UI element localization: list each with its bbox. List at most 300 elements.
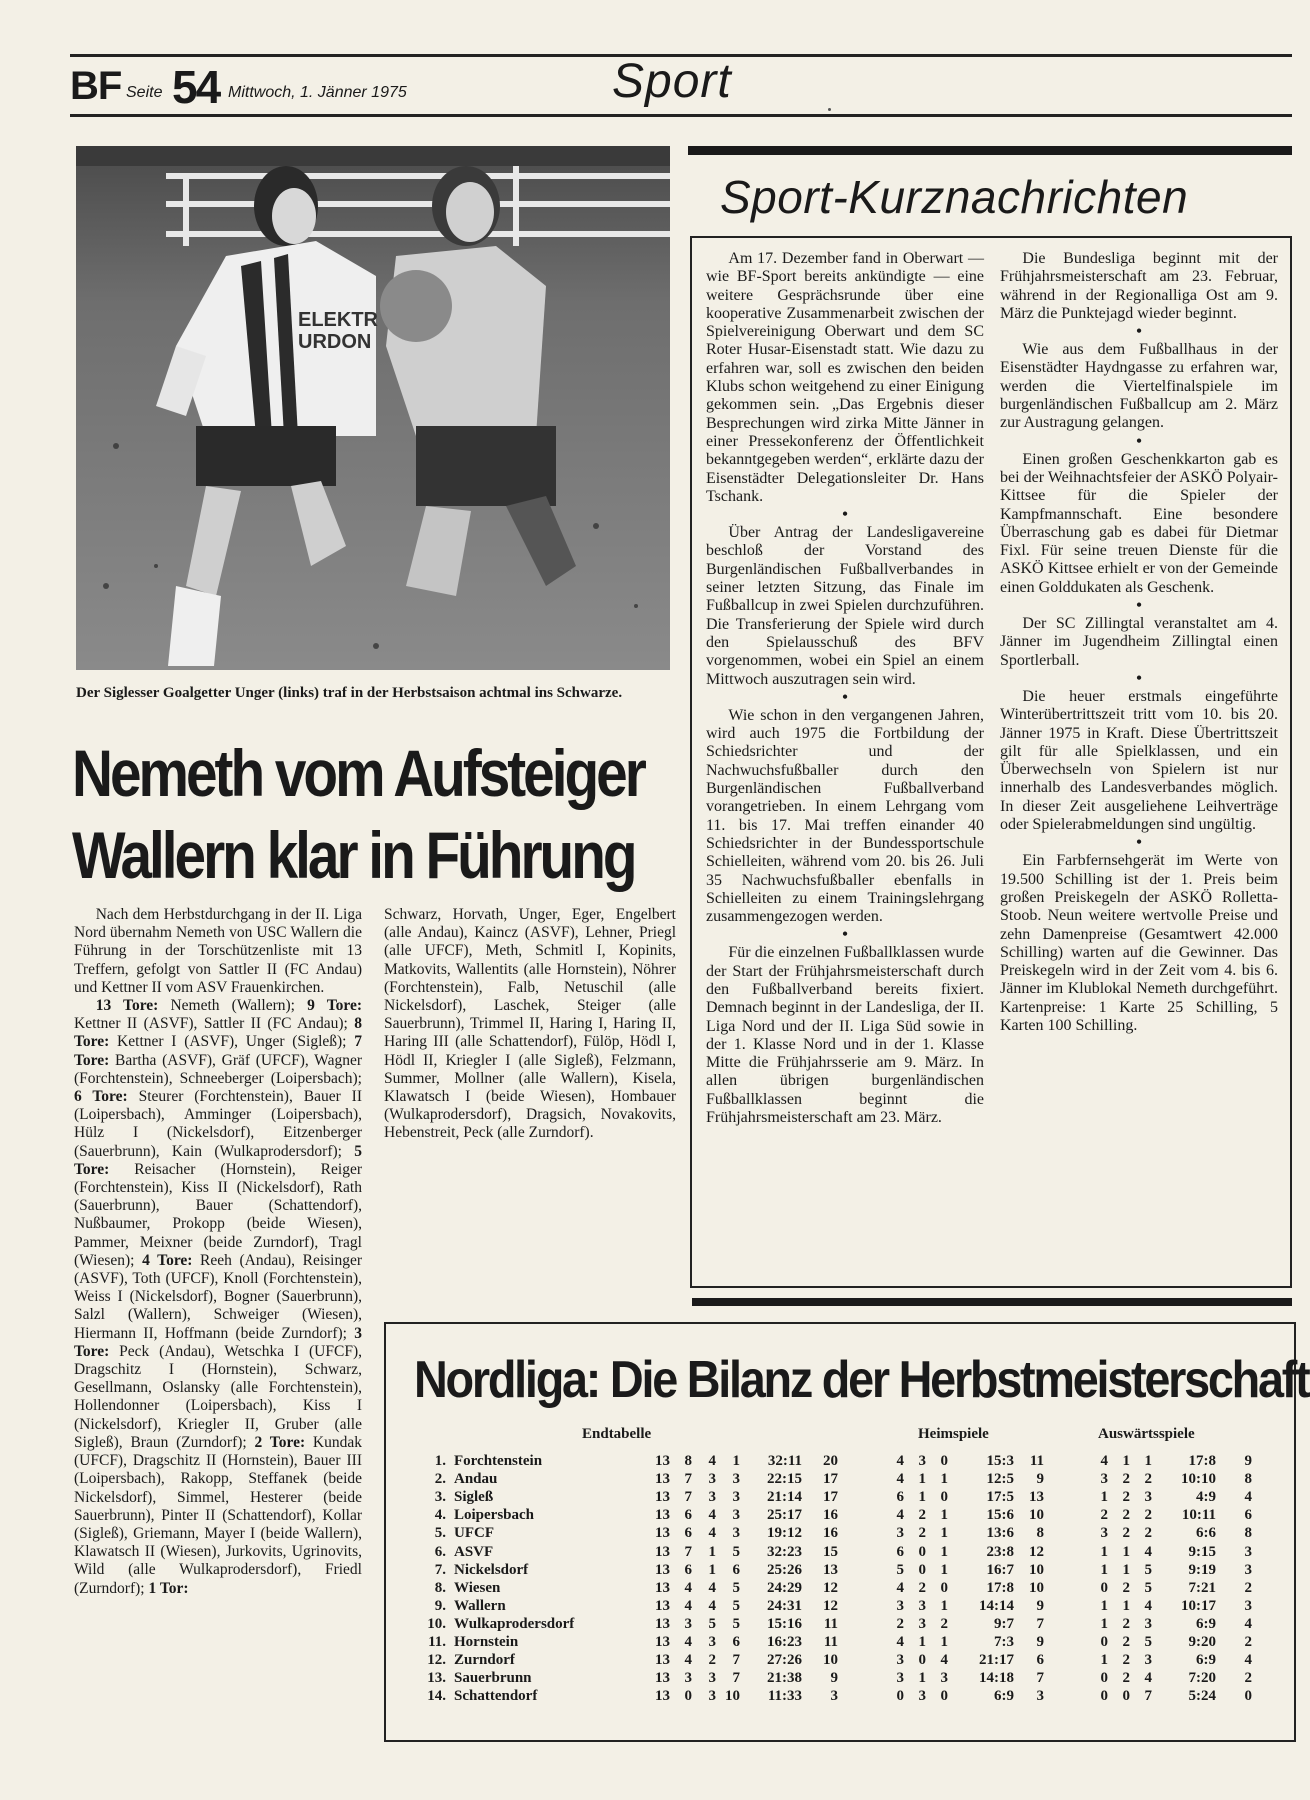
cell-hp: 13: [1029, 1489, 1044, 1506]
cell-pkt: 16: [823, 1507, 838, 1524]
cell-as: 0: [1100, 1579, 1108, 1596]
standings-title: Nordliga: Die Bilanz der Herbstmeisterschaft: [414, 1351, 1309, 1409]
standings-row: [420, 1470, 1270, 1488]
cell-pkt: 16: [823, 1525, 838, 1542]
kurznachrichten-bottom-bar: [692, 1298, 1292, 1306]
news-separator: •: [842, 926, 848, 944]
cell-pkt: 15: [823, 1543, 838, 1560]
cell-au: 1: [1122, 1453, 1130, 1469]
standings-row: [420, 1506, 1270, 1524]
cell-as: 1: [1100, 1561, 1108, 1578]
cell-at: 6:9: [1196, 1615, 1216, 1632]
cell-tore: 16:23: [767, 1634, 802, 1650]
news-separator: •: [1136, 432, 1142, 450]
scorers-3: Peck (Andau), Wetschka I (UFCF), Dragschitz I (Hornstein), Schwarz, Gesellmann, Oslansky (alle Forchtenstein), Hollendonner (Loipersbach), Kiss I (Nickelsdorf), Kriegler II, Gruber (alle Sigleß), Braun (Zurndorf);: [74, 1342, 362, 1451]
cell-pkt: 10: [823, 1652, 838, 1669]
scorers-6-label: 6 Tore:: [74, 1088, 128, 1106]
cell-at: 17:8: [1188, 1453, 1216, 1469]
scorers-list-continued: [384, 906, 676, 1143]
cell-n: 6: [732, 1561, 740, 1578]
cell-an: 2: [1144, 1525, 1152, 1542]
cell-hs: 6: [896, 1543, 904, 1560]
cell-hu: 0: [918, 1543, 926, 1560]
headline: [72, 732, 644, 896]
news-separator: •: [1136, 669, 1142, 687]
cell-hu: 0: [918, 1561, 926, 1578]
cell-sp: 13: [655, 1489, 670, 1506]
header-dot: [828, 108, 831, 111]
cell-au: 2: [1122, 1489, 1130, 1506]
cell-ht: 9:7: [994, 1615, 1014, 1632]
cell-hu: 2: [918, 1579, 926, 1596]
standings-row: [420, 1543, 1270, 1561]
scorers-4: Reeh (Andau), Reisinger (ASVF), Toth (UFCF), Knoll (Forchtenstein), Weiss I (Nickelsdorf), Bogner (Sauerbrunn), Salzl (Wallern), Schweiger (Wiesen), Hiermann II, Hoffmann (beide Zurndorf);: [74, 1251, 363, 1342]
cell-at: 6:9: [1196, 1652, 1216, 1669]
news-separator: •: [842, 688, 848, 706]
cell-hp: 11: [1029, 1453, 1044, 1469]
cell-ap: 3: [1244, 1597, 1252, 1614]
scorers-13-label: 13 Tore:: [95, 997, 159, 1015]
cell-hu: 0: [918, 1652, 926, 1669]
kurznachrichten-column-1: [706, 250, 984, 1127]
cell-ht: 15:3: [986, 1453, 1014, 1469]
news-preiskegeln: [1000, 852, 1278, 1035]
cell-pkt: 11: [823, 1634, 838, 1650]
cell-tore: 25:26: [767, 1561, 802, 1578]
news-cup-finale: Über Antrag der Landesligavereine beschloß der Vorstand des Burgenländischen Fußballverbandes in seiner letzten Sitzung, das Finale im Fußballcup in zwei Spielen durchzuführen. Die Transferierung der Spiele wird durch den Spielausschuß des BFV vorgenommen, wobei ein Spiel an einem Mittwoch auszutragen sein wird.: [706, 524, 984, 688]
scorers-list: [74, 997, 362, 1598]
standings-row: [420, 1579, 1270, 1597]
cell-u: 3: [708, 1634, 716, 1650]
cell-hn: 1: [940, 1471, 948, 1488]
cell-hp: 10: [1029, 1507, 1044, 1524]
cell-au: 2: [1122, 1525, 1130, 1542]
cell-pos: 4.: [434, 1507, 446, 1524]
cell-u: 4: [708, 1507, 716, 1524]
scorers-5: Reisacher (Hornstein), Reiger (Forchtenstein), Kiss II (Nickelsdorf), Rath (Sauerbrunn), Bauer (Schattendorf), Nußbaumer, Prokopp (beide Wiesen), Pammer, Meixner (beide Zurndorf), Tragl (Wiesen);: [74, 1160, 362, 1269]
jersey-text-2: URDON: [298, 331, 372, 353]
cell-hn: 0: [940, 1688, 948, 1705]
cell-tore: 24:29: [767, 1579, 802, 1596]
cell-ap: 8: [1244, 1525, 1252, 1542]
cell-team: Zurndorf: [454, 1652, 515, 1669]
cell-hn: 1: [940, 1525, 948, 1542]
cell-hp: 12: [1029, 1543, 1044, 1560]
cell-u: 3: [708, 1471, 716, 1488]
standings-row: [420, 1669, 1270, 1687]
cell-at: 9:20: [1188, 1634, 1216, 1650]
cell-ht: 12:5: [986, 1471, 1014, 1488]
cell-tore: 32:23: [767, 1543, 802, 1560]
cell-hp: 8: [1036, 1525, 1044, 1542]
cell-tore: 19:12: [767, 1525, 802, 1542]
cell-sp: 13: [655, 1634, 670, 1650]
cell-ht: 15:6: [986, 1507, 1014, 1524]
cell-at: 7:20: [1188, 1670, 1216, 1687]
scorers-9-label: 9 Tore:: [307, 997, 362, 1015]
scorers-1: Schwarz, Horvath, Unger, Eger, Engelbert (alle Andau), Kaincz (ASVF), Lehner, Priegl (alle UFCF), Meth, Schmitl I, Kopinits, Matkovits, Wallentits (alle Hornstein), Nöhrer (Forchtenstein), Falb, Netuschil (alle Nickelsdorf), Laschek, Steiger (alle Sauerbrunn), Trimmel II, Haring I, Haring II, Haring III (alle Schattendorf), Fülöp, Hödl I, Hödl II, Kriegler I (alle Sigleß), Felzmann, Summer, Mollner (alle Wallern), Kisela, Klawatsch I (beide Wiesen), Hombauer (Wulkaprodersdorf), Dragsich, Novakovits, Hebenstreit, Peck (alle Zurndorf).: [384, 906, 676, 1142]
cell-team: Sauerbrunn: [454, 1670, 532, 1687]
cell-as: 1: [1100, 1543, 1108, 1560]
cell-hu: 1: [918, 1471, 926, 1488]
cell-at: 10:10: [1181, 1471, 1216, 1488]
cell-hu: 1: [918, 1670, 926, 1687]
cell-an: 3: [1144, 1652, 1152, 1669]
cell-ht: 16:7: [986, 1561, 1014, 1578]
cell-hn: 4: [940, 1652, 948, 1669]
news-viertelfinale: Wie aus dem Fußballhaus in der Eisenstädter Haydngasse zu erfahren war, werden die Viertelfinalspiele im burgenländischen Fußballcup am 2. März zur Austragung gelangen.: [1000, 341, 1278, 432]
cell-pos: 3.: [434, 1489, 446, 1506]
cell-pos: 8.: [434, 1579, 446, 1596]
cell-au: 1: [1122, 1543, 1130, 1560]
kurznachrichten-column-2: [1000, 250, 1278, 1035]
cell-pos: 9.: [434, 1597, 446, 1614]
cell-hs: 6: [896, 1489, 904, 1506]
cell-s: 4: [684, 1652, 692, 1669]
cell-ht: 17:8: [986, 1579, 1014, 1596]
cell-hn: 0: [940, 1453, 948, 1469]
cell-tore: 27:26: [767, 1652, 802, 1669]
cell-ap: 2: [1244, 1579, 1252, 1596]
cell-n: 3: [732, 1507, 740, 1524]
cell-s: 6: [684, 1561, 692, 1578]
news-preiskegeln-text: Ein Farbfernsehgerät im Werte von 19.500 Schilling ist der 1. Preis beim großen Preiskegeln der ASKÖ Rolletta-Stoob. Neun weitere wertvolle Preise und zehn Damenpreise (Gesamtwert 42.000 Schilling) warten auf die Gewinner. Das Preiskegeln wird in der Zeit vom 4. bis 6. Jänner im Klublokal Nemeth durchgeführt.: [1000, 852, 1278, 998]
cell-s: 3: [684, 1615, 692, 1632]
cell-ht: 14:14: [979, 1597, 1014, 1614]
cell-at: 9:19: [1188, 1561, 1216, 1578]
cell-hs: 4: [896, 1579, 904, 1596]
headline-line-1: Nemeth vom Aufsteiger: [72, 736, 644, 810]
cell-sp: 13: [655, 1615, 670, 1632]
cell-sp: 13: [655, 1453, 670, 1469]
cell-u: 3: [708, 1670, 716, 1687]
cell-ap: 4: [1244, 1615, 1252, 1632]
cell-an: 3: [1144, 1489, 1152, 1506]
cell-at: 6:6: [1196, 1525, 1216, 1542]
cell-pkt: 20: [823, 1453, 838, 1469]
news-separator: •: [842, 506, 848, 524]
scorers-8: Kettner I (ASVF), Unger (Sigleß);: [109, 1033, 347, 1051]
cell-team: Wiesen: [454, 1579, 501, 1596]
cell-hn: 0: [940, 1579, 948, 1596]
cell-hp: 9: [1036, 1471, 1044, 1488]
cell-as: 0: [1100, 1688, 1108, 1705]
scorers-7: Bartha (ASVF), Gräf (UFCF), Wagner (Forchtenstein), Schneeberger (Loipersbach);: [74, 1051, 362, 1087]
kurznachrichten-bar: [688, 146, 1292, 155]
header-heimspiele: Heimspiele: [918, 1426, 989, 1442]
cell-hp: 7: [1036, 1670, 1044, 1687]
cell-tore: 24:31: [767, 1597, 802, 1614]
cell-hs: 4: [896, 1453, 904, 1469]
cell-at: 4:9: [1196, 1489, 1216, 1506]
cell-au: 2: [1122, 1471, 1130, 1488]
cell-u: 3: [708, 1489, 716, 1506]
cell-au: 1: [1122, 1561, 1130, 1578]
page-label: Seite: [126, 84, 163, 101]
standings-row: [420, 1524, 1270, 1542]
cell-tore: 21:14: [767, 1489, 802, 1506]
cell-an: 4: [1144, 1543, 1152, 1560]
cell-pos: 14.: [427, 1688, 446, 1705]
cell-s: 3: [684, 1670, 692, 1687]
scorers-13: Nemeth (Wallern);: [158, 997, 295, 1015]
kurznachrichten-title: Sport-Kurznachrichten: [720, 171, 1189, 223]
cell-hp: 7: [1036, 1615, 1044, 1632]
scorers-3-label: 3 Tore:: [74, 1324, 363, 1360]
cell-at: 10:11: [1181, 1507, 1216, 1524]
cell-hu: 3: [918, 1615, 926, 1632]
news-kittsee: Einen großen Geschenkkarton gab es bei der Weihnachtsfeier der ASKÖ Polyair-Kittsee für die Spieler der Kampfmannschaft. Eine besondere Überraschung gab es dabei für Dietmar Fixl. Für seine treuen Dienste für die ASKÖ Kittsee erhielt er von der Gemeinde einen Golddukaten als Geschenk.: [1000, 450, 1278, 596]
standings-row: [420, 1633, 1270, 1651]
cell-ap: 9: [1244, 1453, 1252, 1469]
cell-n: 6: [732, 1634, 740, 1650]
cell-au: 2: [1122, 1634, 1130, 1650]
cell-hn: 1: [940, 1561, 948, 1578]
cell-s: 6: [684, 1525, 692, 1542]
cell-hs: 0: [896, 1688, 904, 1705]
cell-team: Nickelsdorf: [454, 1561, 529, 1578]
cell-pkt: 11: [823, 1615, 838, 1632]
cell-ap: 2: [1244, 1634, 1252, 1650]
cell-an: 2: [1144, 1507, 1152, 1524]
page-number: 54: [172, 61, 220, 113]
cell-sp: 13: [655, 1652, 670, 1669]
scorers-2: Kundak (UFCF), Dragschitz II (Hornstein), Bauer III (Loipersbach), Rakopp, Steffanek (beide Nickelsdorf), Simmel, Hesterer (beide Sauerbrunn), Pinter II (Schattendorf), Kollar (Sigleß), Griemann, Mayer I (beide Wallern), Klawatsch II (Wiesen), Jurkovits, Ugrinovits, Wild (alle Wulkaprodersdorf), Friedl (Zurndorf);: [74, 1433, 363, 1597]
standings-row: [420, 1488, 1270, 1506]
cell-au: 2: [1122, 1507, 1130, 1524]
cell-n: 5: [732, 1543, 740, 1560]
cell-pkt: 13: [823, 1561, 838, 1578]
cell-an: 5: [1144, 1561, 1152, 1578]
cell-s: 7: [684, 1471, 692, 1488]
cell-hp: 9: [1036, 1634, 1044, 1650]
cell-hs: 4: [896, 1507, 904, 1524]
cell-an: 3: [1144, 1615, 1152, 1632]
news-fortbildung: Wie schon in den vergangenen Jahren, wird auch 1975 die Fortbildung der Schiedsrichter und der Nachwuchsfußballer durch den Burgenländischen Fußballverband vorangetrieben. In einem Lehrgang vom 11. bis 17. Mai treffen einander 40 Schiedsrichter in der Bundessportschule Schielleiten, während vom 20. bis 26. Juli 35 Nachwuchsfußballer ebenfalls in Schielleiten zu einem Trainingslehrgang zusammengezogen werden.: [706, 706, 984, 926]
cell-ap: 0: [1244, 1688, 1252, 1705]
cell-ht: 13:6: [986, 1525, 1014, 1542]
cell-pos: 6.: [434, 1543, 446, 1560]
cell-at: 9:15: [1188, 1543, 1216, 1560]
cell-pos: 12.: [427, 1652, 446, 1669]
cell-hu: 1: [918, 1489, 926, 1506]
cell-hs: 3: [896, 1652, 904, 1669]
cell-as: 1: [1100, 1615, 1108, 1632]
news-bundesliga: Die Bundesliga beginnt mit der Frühjahrsmeisterschaft am 23. Februar, während in der Regionalliga Ost am 9. März die Punktejagd wieder beginnt.: [1000, 250, 1278, 322]
standings-row: [420, 1597, 1270, 1615]
cell-sp: 13: [655, 1688, 670, 1705]
header-endtabelle: Endtabelle: [582, 1426, 652, 1442]
cell-team: Wallern: [454, 1597, 506, 1614]
cell-an: 7: [1144, 1688, 1152, 1705]
cell-au: 2: [1122, 1615, 1130, 1632]
cell-ht: 17:5: [986, 1489, 1014, 1506]
news-kartenpreise: Kartenpreise: 1 Karte 25 Schilling, 5 Karten 100 Schilling.: [1000, 998, 1278, 1034]
cell-an: 2: [1144, 1471, 1152, 1488]
news-oberwart: Am 17. Dezember fand in Oberwart — wie BF-Sport bereits ankündigte — eine weitere Gesprächsrunde über eine kooperative Zusammenarbeit zwischen der Spielvereinigung Oberwart und dem SC Roter Husar-Eisenstadt statt. Wie dazu zu erfahren war, soll es zwischen den beiden Klubs schon weitgehend zu einer Einigung gekommen sein. „Das Ergebnis dieser Besprechungen wird zirka Mitte Jänner in einer Pressekonferenz der Öffentlichkeit bekanntgegeben werden“, erklärte dazu der Eisenstädter Delegationsleiter Dr. Hans Tschank.: [706, 250, 984, 505]
cell-ht: 21:17: [979, 1652, 1014, 1669]
cell-sp: 13: [655, 1561, 670, 1578]
scorers-9: Kettner II (ASVF), Sattler II (FC Andau);: [74, 1015, 348, 1033]
news-fruehjahr: Für die einzelnen Fußballklassen wurde der Start der Frühjahrsmeisterschaft durch den Fußballverband bereits fixiert. Demnach beginnt in der Landesliga, der II. Liga Nord und der II. Liga Süd sowie in der 1. Klasse Nord und in der 1. Klasse Mitte die Frühjahrsserie am 9. März. In allen übrigen burgenländischen Fußballklassen beginnt die Frühjahrsmeisterschaft am 23. März.: [706, 944, 984, 1127]
cell-team: Loipersbach: [454, 1507, 535, 1524]
cell-hs: 3: [896, 1525, 904, 1542]
cell-hn: 1: [940, 1597, 948, 1614]
cell-sp: 13: [655, 1579, 670, 1596]
cell-au: 0: [1122, 1688, 1130, 1705]
cell-hs: 4: [896, 1471, 904, 1488]
cell-sp: 13: [655, 1525, 670, 1542]
article-column-2: [384, 906, 676, 1143]
cell-au: 2: [1122, 1652, 1130, 1669]
cell-an: 5: [1144, 1579, 1152, 1596]
cell-n: 5: [732, 1579, 740, 1596]
cell-u: 4: [708, 1579, 716, 1596]
cell-n: 7: [732, 1670, 740, 1687]
cell-ht: 23:8: [986, 1543, 1014, 1560]
cell-hp: 10: [1029, 1561, 1044, 1578]
cell-pos: 5.: [434, 1525, 446, 1542]
cell-u: 2: [708, 1652, 716, 1669]
cell-u: 4: [708, 1525, 716, 1542]
match-photo: [76, 146, 670, 670]
cell-tore: 11:33: [767, 1688, 802, 1705]
cell-as: 0: [1100, 1634, 1108, 1650]
cell-au: 1: [1122, 1597, 1130, 1614]
cell-an: 1: [1144, 1453, 1152, 1469]
standings-row: [420, 1561, 1270, 1579]
cell-n: 5: [732, 1615, 740, 1632]
news-zillingtal: Der SC Zillingtal veranstaltet am 4. Jänner im Jugendheim Zillingtal einen Sportlerball.: [1000, 615, 1278, 669]
cell-as: 4: [1100, 1453, 1108, 1469]
cell-tore: 15:16: [767, 1615, 802, 1632]
cell-u: 1: [708, 1543, 716, 1560]
cell-hs: 3: [896, 1597, 904, 1614]
cell-pos: 13.: [427, 1670, 446, 1687]
cell-n: 7: [732, 1652, 740, 1669]
cell-n: 5: [732, 1597, 740, 1614]
cell-hs: 5: [896, 1561, 904, 1578]
cell-team: UFCF: [454, 1525, 494, 1542]
cell-hn: 3: [940, 1670, 948, 1687]
cell-ht: 6:9: [994, 1688, 1014, 1705]
cell-hu: 3: [918, 1453, 926, 1469]
cell-s: 8: [684, 1453, 692, 1469]
cell-s: 4: [684, 1579, 692, 1596]
cell-pos: 10.: [427, 1615, 446, 1632]
cell-at: 7:21: [1188, 1579, 1216, 1596]
cell-pos: 7.: [434, 1561, 446, 1578]
photo-caption: Der Siglesser Goalgetter Unger (links) traf in der Herbstsaison achtmal ins Schwarze.: [76, 685, 623, 701]
cell-as: 2: [1100, 1507, 1108, 1524]
cell-ap: 3: [1244, 1543, 1252, 1560]
cell-as: 1: [1100, 1652, 1108, 1669]
cell-n: 3: [732, 1489, 740, 1506]
cell-pos: 2.: [434, 1471, 446, 1488]
cell-sp: 13: [655, 1670, 670, 1687]
cell-s: 4: [684, 1597, 692, 1614]
article-intro: Nach dem Herbstdurchgang in der II. Liga Nord übernahm Nemeth von USC Wallern die Führung in der Torschützenliste mit 13 Treffern, gefolgt von Sattler II (FC Andau) und Kettner II vom ASV Frauenkirchen.: [74, 906, 362, 996]
cell-team: ASVF: [454, 1543, 494, 1560]
cell-hs: 3: [896, 1670, 904, 1687]
newspaper-brand: BF: [70, 64, 122, 108]
cell-pkt: 17: [823, 1471, 838, 1488]
cell-hs: 2: [896, 1615, 904, 1632]
cell-pkt: 17: [823, 1489, 838, 1506]
cell-as: 1: [1100, 1597, 1108, 1614]
cell-u: 3: [708, 1688, 716, 1705]
cell-pos: 1.: [434, 1453, 446, 1469]
cell-pkt: 9: [830, 1670, 838, 1687]
cell-u: 5: [708, 1615, 716, 1632]
cell-as: 3: [1100, 1471, 1108, 1488]
cell-s: 4: [684, 1634, 692, 1650]
cell-au: 2: [1122, 1579, 1130, 1596]
cell-team: Wulkaprodersdorf: [454, 1615, 575, 1632]
cell-s: 0: [684, 1688, 692, 1705]
cell-at: 5:24: [1188, 1688, 1216, 1705]
scorers-2-label: 2 Tore:: [254, 1433, 306, 1451]
cell-hn: 2: [940, 1615, 948, 1632]
cell-team: Schattendorf: [454, 1688, 538, 1705]
cell-sp: 13: [655, 1471, 670, 1488]
news-uebertritt: Die heuer erstmals eingeführte Winterübertrittszeit tritt vom 10. bis 20. Jänner 1975 in Kraft. Diese Übertrittszeit gilt für alle Spielklassen, und ein Überwechseln von Spielern ist nur innerhalb des Landesverbandes möglich. In dieser Zeit ausgeliehene Leihverträge oder Spielerabmeldungen sind ungültig.: [1000, 687, 1278, 834]
cell-as: 0: [1100, 1670, 1108, 1687]
headline-line-2: Wallern klar in Führung: [72, 818, 635, 892]
cell-an: 4: [1144, 1670, 1152, 1687]
cell-an: 5: [1144, 1634, 1152, 1650]
cell-ht: 7:3: [994, 1634, 1014, 1650]
cell-n: 10: [725, 1688, 740, 1705]
header-auswaertsspiele: Auswärtsspiele: [1098, 1426, 1195, 1442]
cell-pkt: 12: [823, 1579, 838, 1596]
cell-hp: 6: [1036, 1652, 1044, 1669]
cell-tore: 25:17: [767, 1507, 802, 1524]
cell-sp: 13: [655, 1543, 670, 1560]
cell-an: 4: [1144, 1597, 1152, 1614]
cell-ht: 14:18: [979, 1670, 1014, 1687]
cell-hn: 1: [940, 1543, 948, 1560]
scorers-7-label: 7 Tore:: [74, 1033, 362, 1069]
cell-sp: 13: [655, 1507, 670, 1524]
cell-n: 3: [732, 1471, 740, 1488]
cell-hn: 1: [940, 1507, 948, 1524]
cell-sp: 13: [655, 1597, 670, 1614]
cell-tore: 21:38: [767, 1670, 802, 1687]
cell-u: 4: [708, 1453, 716, 1469]
cell-hu: 3: [918, 1597, 926, 1614]
section-title: Sport: [612, 55, 732, 108]
cell-s: 6: [684, 1507, 692, 1524]
standings-row: [420, 1687, 1270, 1705]
cell-u: 4: [708, 1597, 716, 1614]
cell-tore: 22:15: [767, 1471, 802, 1488]
cell-n: 3: [732, 1525, 740, 1542]
cell-tore: 32:11: [767, 1453, 802, 1469]
cell-hn: 0: [940, 1489, 948, 1506]
cell-s: 7: [684, 1543, 692, 1560]
scorers-1-label: 1 Tor:: [148, 1579, 189, 1597]
cell-pkt: 12: [823, 1597, 838, 1614]
cell-as: 1: [1100, 1489, 1108, 1506]
scorers-6: Steurer (Forchtenstein), Bauer II (Loipersbach), Amminger (Loipersbach), Hülz I (Nickelsdorf), Eitzenberger (Sauerbrunn), Kain (Wulkaprodersdorf);: [74, 1088, 362, 1160]
cell-hu: 2: [918, 1507, 926, 1524]
scorers-4-label: 4 Tore:: [142, 1251, 193, 1269]
cell-as: 3: [1100, 1525, 1108, 1542]
cell-hp: 10: [1029, 1579, 1044, 1596]
article-column-1: [74, 906, 362, 1598]
cell-ap: 6: [1244, 1507, 1252, 1524]
